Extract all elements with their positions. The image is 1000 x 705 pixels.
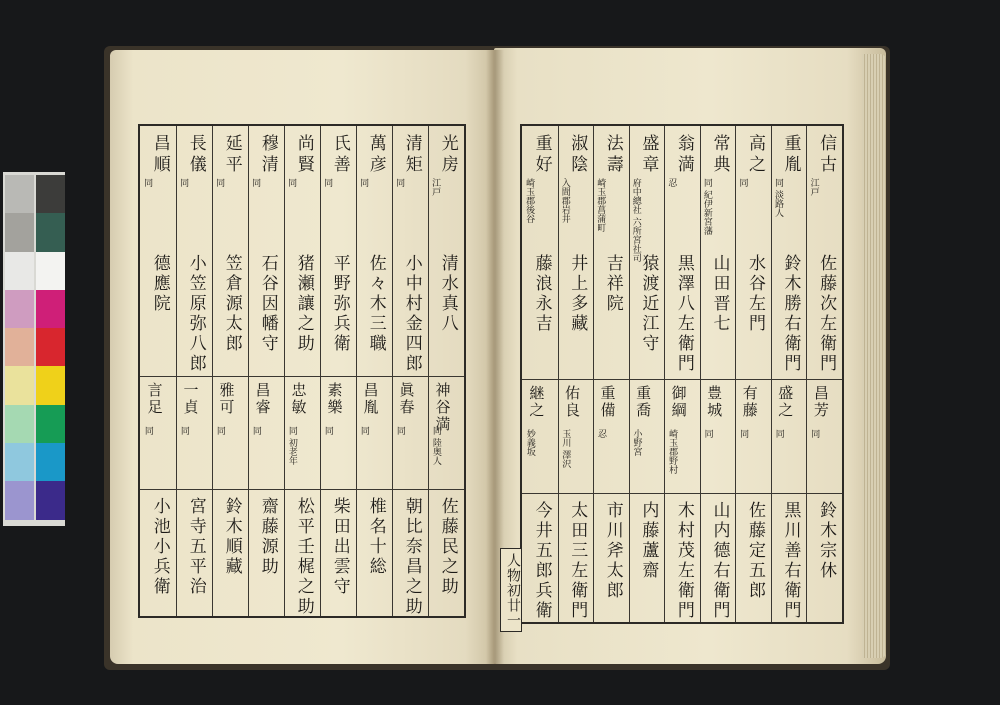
table-column-divider — [700, 126, 701, 622]
table-column-divider — [392, 126, 393, 616]
entry-alt-name: 佐藤定五郎 — [745, 501, 765, 602]
color-patch-right-3 — [36, 252, 65, 290]
entry-alt-note: 同 — [250, 425, 261, 435]
entry-alt-note: 同 — [394, 425, 405, 435]
color-patch-right-4 — [36, 290, 65, 328]
entry-alt-title: 素樂 — [325, 381, 344, 416]
entry-title: 延平 — [221, 134, 242, 176]
right-page-table — [520, 124, 844, 624]
entry-alt-note: 同 陸奥人 — [430, 425, 441, 465]
table-column-divider — [664, 126, 665, 622]
entry-alt-title: 言足 — [145, 381, 164, 416]
entry-alt-title: 継之 — [527, 384, 546, 419]
entry-alt-title: 重備 — [598, 384, 617, 419]
entry-alt-title: 昌睿 — [253, 381, 272, 416]
entry-origin: 同 — [178, 178, 189, 187]
color-patch-right-9 — [36, 481, 65, 519]
entry-alt-name: 内藤蘆齋 — [638, 501, 659, 582]
table-column-divider — [176, 126, 177, 616]
entry-alt-note: 同 — [358, 425, 369, 435]
color-patch-right-7 — [36, 405, 65, 443]
entry-alt-name: 松平壬梶之助 — [293, 496, 314, 617]
entry-name: 鈴木勝右衛門 — [780, 254, 801, 374]
entry-origin: 同 紀伊新宮藩 — [701, 178, 712, 235]
color-patch-right-6 — [36, 366, 65, 404]
entry-title: 淑陰 — [567, 134, 588, 176]
tab-label-text: 人物初廿一 — [505, 553, 521, 628]
table-column-divider — [248, 126, 249, 616]
entry-alt-name: 鈴木順藏 — [221, 496, 242, 577]
page-tab-label — [500, 548, 522, 632]
entry-alt-title: 豊城 — [705, 384, 724, 419]
table-column-divider — [629, 126, 630, 622]
entry-origin: 同 淡路人 — [773, 178, 784, 217]
entry-alt-title: 佑良 — [562, 384, 581, 419]
color-patch-left-5 — [5, 328, 34, 366]
entry-title: 重好 — [531, 134, 552, 176]
entry-name: 佐々木三職 — [365, 254, 386, 354]
entry-title: 盛章 — [638, 134, 659, 176]
color-patch-right-8 — [36, 443, 65, 481]
entry-title: 法壽 — [602, 134, 623, 176]
entry-name: 石谷因幡守 — [257, 254, 278, 354]
table-column-divider — [320, 126, 321, 616]
entry-title: 氏善 — [329, 134, 350, 176]
entry-alt-title: 有藤 — [740, 384, 759, 419]
entry-title: 重胤 — [780, 134, 801, 176]
entry-alt-title: 雅可 — [217, 381, 236, 416]
table-column-divider — [593, 126, 594, 622]
table-row-divider — [140, 489, 464, 490]
entry-name: 吉祥院 — [602, 254, 623, 314]
entry-alt-note: 忍 — [595, 428, 606, 438]
entry-title: 穆清 — [257, 134, 278, 176]
entry-origin: 同 — [737, 178, 748, 187]
entry-title: 信古 — [816, 134, 837, 176]
entry-alt-note: 玉川 澤沢 — [560, 428, 571, 468]
color-patch-left-9 — [5, 481, 34, 519]
color-patch-left-6 — [5, 366, 34, 404]
entry-name: 德應院 — [149, 254, 170, 314]
entry-alt-name: 太田三左衛門 — [567, 501, 588, 622]
entry-origin: 同 — [250, 178, 261, 187]
color-patch-right-5 — [36, 328, 65, 366]
entry-title: 清矩 — [401, 134, 422, 176]
entry-origin: 同 — [286, 178, 297, 187]
entry-alt-note: 同 — [178, 425, 189, 435]
entry-alt-name: 木村茂左衛門 — [673, 501, 694, 622]
entry-alt-note: 同 — [738, 428, 749, 438]
table-row-divider — [522, 493, 842, 494]
entry-alt-title: 一貞 — [181, 381, 200, 416]
entry-alt-name: 佐藤民之助 — [437, 496, 458, 597]
entry-alt-note: 同 — [702, 428, 713, 438]
table-column-divider — [356, 126, 357, 616]
table-column-divider — [735, 126, 736, 622]
entry-alt-note: 同 — [322, 425, 333, 435]
entry-alt-note: 同 — [142, 425, 153, 435]
entry-alt-title: 御綱 — [669, 384, 688, 419]
entry-alt-title: 重喬 — [634, 384, 653, 419]
entry-origin: 崎玉郡後谷 — [524, 178, 535, 223]
table-column-divider — [212, 126, 213, 616]
entry-name: 小中村金四郎 — [401, 254, 422, 374]
entry-origin: 同 — [214, 178, 225, 187]
entry-alt-note: 妙義坂 — [524, 428, 535, 456]
left-page-table — [138, 124, 466, 618]
entry-origin: 同 — [142, 178, 153, 187]
entry-name: 小笠原弥八郎 — [185, 254, 206, 374]
entry-title: 尚賢 — [293, 134, 314, 176]
entry-alt-note: 同 初老年 — [286, 425, 297, 465]
entry-alt-name: 椎名十総 — [365, 496, 386, 577]
entry-origin: 忍 — [666, 178, 677, 187]
entry-title: 高之 — [745, 134, 765, 176]
entry-alt-name: 今井五郎兵衛 — [531, 501, 552, 622]
color-patch-left-7 — [5, 405, 34, 443]
color-patch-left-2 — [5, 213, 34, 251]
entry-alt-name: 朝比奈昌之助 — [401, 496, 422, 617]
table-column-divider — [806, 126, 807, 622]
entry-alt-name: 宮寺五平治 — [185, 496, 206, 597]
entry-name: 平野弥兵衛 — [329, 254, 350, 354]
entry-alt-name: 柴田出雲守 — [329, 496, 350, 597]
entry-name: 藤浪永吉 — [531, 254, 552, 334]
entry-origin: 江戸 — [808, 178, 819, 196]
entry-alt-name: 小池小兵衛 — [149, 496, 170, 597]
entry-name: 佐藤次左衛門 — [816, 254, 837, 374]
entry-origin: 同 — [358, 178, 369, 187]
entry-alt-note: 同 — [214, 425, 225, 435]
entry-origin: 江戸 — [430, 178, 441, 196]
color-checker-card — [3, 172, 65, 526]
entry-title: 昌順 — [149, 134, 170, 176]
entry-alt-title: 眞春 — [397, 381, 416, 416]
entry-origin: 府中總社 六所宮社司 — [630, 178, 641, 262]
entry-name: 笠倉源太郎 — [221, 254, 242, 354]
entry-alt-name: 市川斧太郎 — [602, 501, 623, 602]
color-patch-left-1 — [5, 175, 34, 213]
entry-name: 猪瀬讓之助 — [293, 254, 314, 354]
entry-alt-name: 黒川善右衛門 — [780, 501, 801, 622]
entry-origin: 同 — [394, 178, 405, 187]
entry-title: 萬彦 — [365, 134, 386, 176]
table-column-divider — [284, 126, 285, 616]
entry-alt-title: 昌芳 — [811, 384, 830, 419]
entry-alt-note: 同 — [773, 428, 784, 438]
entry-name: 山田晋七 — [709, 254, 730, 334]
color-patch-left-4 — [5, 290, 34, 328]
entry-alt-title: 昌胤 — [361, 381, 380, 416]
entry-name: 清水真八 — [437, 254, 458, 334]
entry-title: 光房 — [437, 134, 458, 176]
entry-name: 水谷左門 — [745, 254, 765, 334]
entry-title: 常典 — [709, 134, 730, 176]
entry-alt-name: 山内德右衛門 — [709, 501, 730, 622]
table-column-divider — [771, 126, 772, 622]
entry-name: 井上多藏 — [567, 254, 588, 334]
entry-name: 黒澤八左衛門 — [673, 254, 694, 374]
entry-alt-title: 盛之 — [776, 384, 795, 419]
color-patch-left-8 — [5, 443, 34, 481]
entry-name: 猿渡近江守 — [638, 254, 659, 354]
table-row-divider — [522, 379, 842, 380]
entry-title: 翁満 — [673, 134, 694, 176]
table-column-divider — [428, 126, 429, 616]
entry-alt-note: 小野宮 — [631, 428, 642, 456]
entry-title: 長儀 — [185, 134, 206, 176]
entry-alt-note: 同 — [809, 428, 820, 438]
entry-origin: 同 — [322, 178, 333, 187]
entry-origin: 入間郡岩井 — [559, 178, 570, 223]
entry-alt-title: 忠敏 — [289, 381, 308, 416]
color-patch-right-1 — [36, 175, 65, 213]
entry-origin: 崎玉郡菖蒲町 — [595, 178, 606, 232]
entry-alt-title: 神谷満 — [433, 381, 452, 433]
color-patch-left-3 — [5, 252, 34, 290]
entry-alt-name: 齋藤源助 — [257, 496, 278, 577]
color-patch-right-2 — [36, 213, 65, 251]
table-row-divider — [140, 376, 464, 377]
table-column-divider — [558, 126, 559, 622]
page-edges — [862, 54, 886, 658]
entry-alt-note: 崎玉郡野村 — [667, 428, 678, 474]
entry-alt-name: 鈴木宗休 — [816, 501, 837, 582]
